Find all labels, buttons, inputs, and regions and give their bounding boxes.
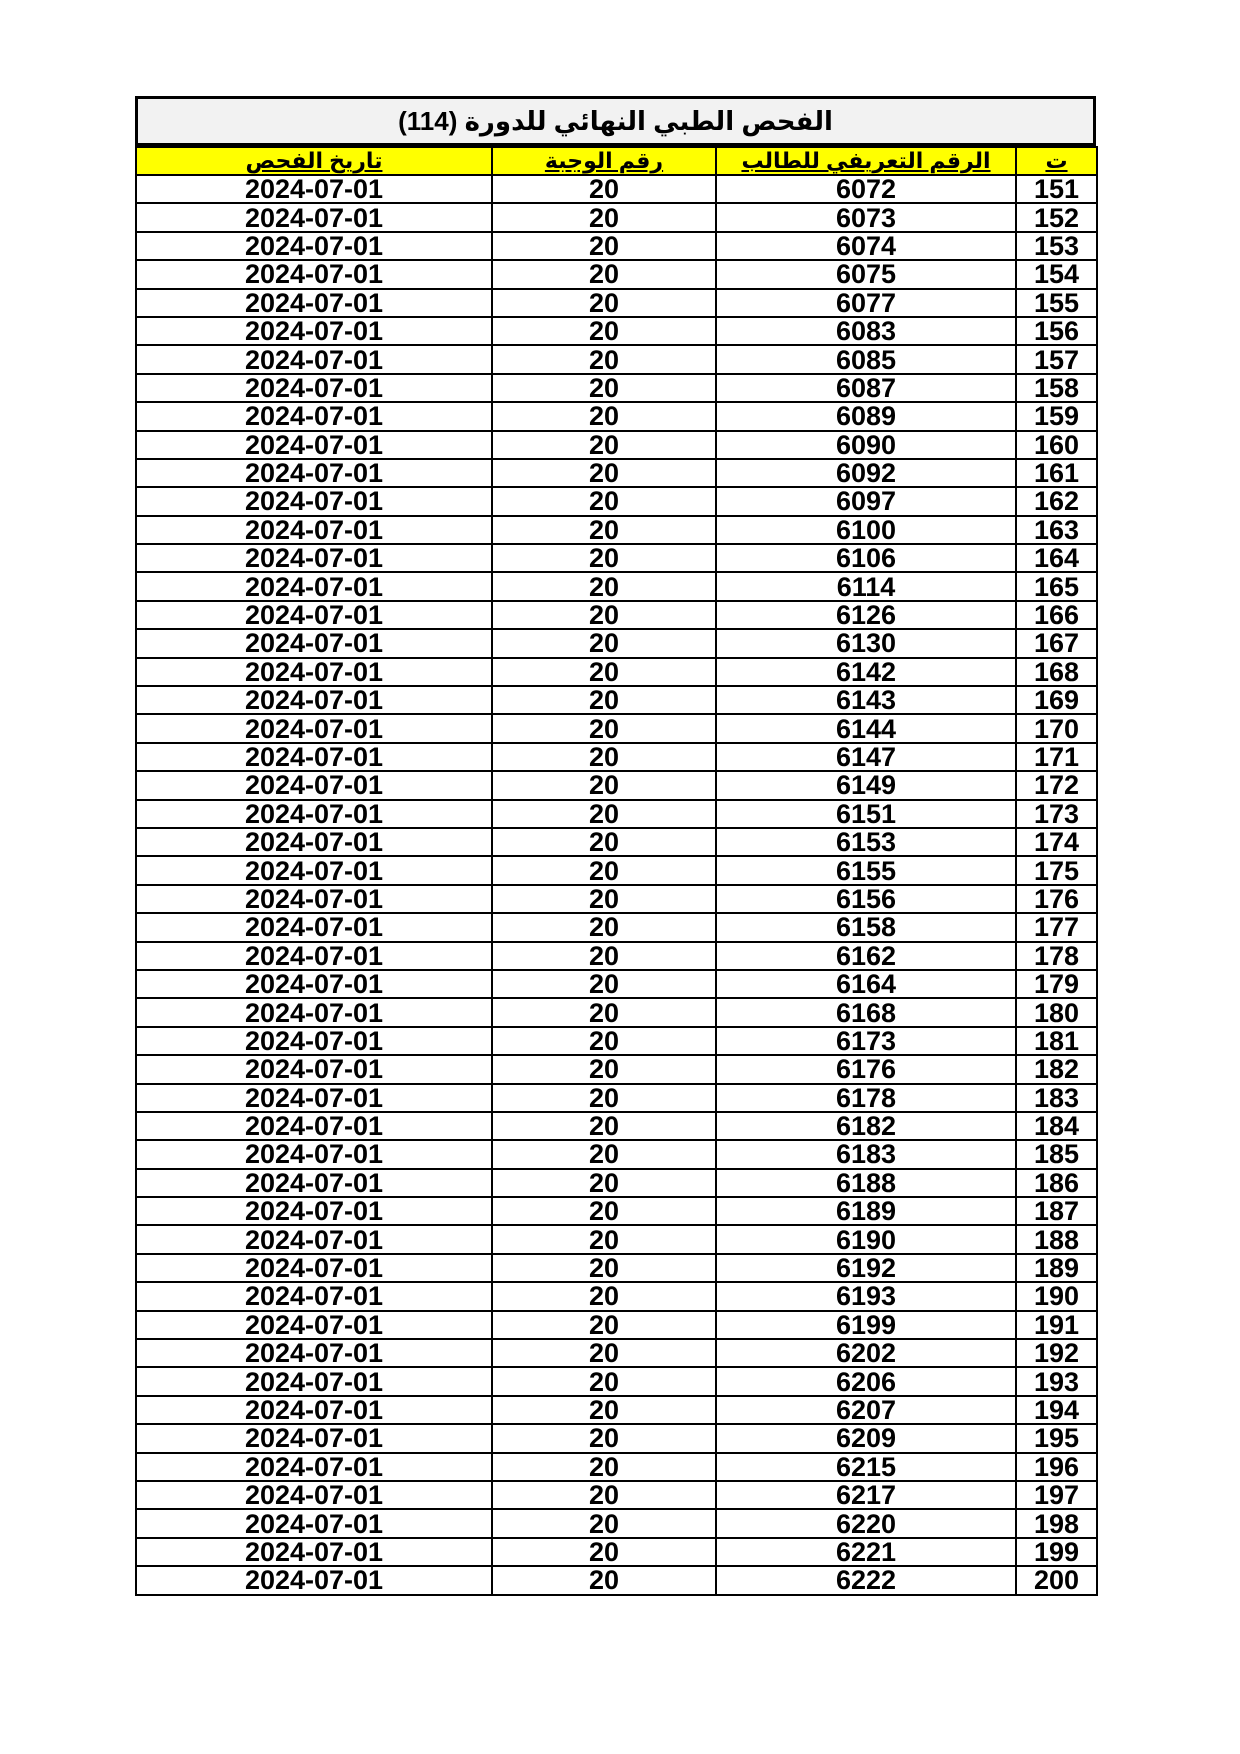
row-meal-number: 20 [492,800,716,828]
row-index: 160 [1016,431,1097,459]
table-row [136,402,1097,430]
row-index: 153 [1016,232,1097,260]
row-index: 190 [1016,1282,1097,1310]
row-student-id: 6189 [716,1197,1016,1225]
row-meal-number: 20 [492,743,716,771]
row-student-id: 6199 [716,1311,1016,1339]
table-row [136,601,1097,629]
row-exam-date: 2024-07-01 [136,942,492,970]
table-row [136,942,1097,970]
row-student-id: 6083 [716,317,1016,345]
table-row [136,1481,1097,1509]
row-meal-number: 20 [492,629,716,657]
table-row [136,629,1097,657]
row-exam-date: 2024-07-01 [136,828,492,856]
row-exam-date: 2024-07-01 [136,374,492,402]
row-meal-number: 20 [492,942,716,970]
row-student-id: 6193 [716,1282,1016,1310]
table-row [136,1140,1097,1168]
row-student-id: 6162 [716,942,1016,970]
row-meal-number: 20 [492,203,716,231]
row-index: 189 [1016,1254,1097,1282]
row-index: 194 [1016,1396,1097,1424]
row-index: 173 [1016,800,1097,828]
row-exam-date: 2024-07-01 [136,1566,492,1594]
table-row [136,544,1097,572]
table-row [136,1367,1097,1395]
table-row [136,232,1097,260]
row-index: 191 [1016,1311,1097,1339]
row-exam-date: 2024-07-01 [136,856,492,884]
row-exam-date: 2024-07-01 [136,544,492,572]
row-student-id: 6188 [716,1169,1016,1197]
header-student-id: الرقم التعريفي للطالب [716,147,1016,175]
table-row [136,1197,1097,1225]
row-meal-number: 20 [492,1027,716,1055]
row-meal-number: 20 [492,856,716,884]
row-student-id: 6190 [716,1225,1016,1253]
row-meal-number: 20 [492,175,716,203]
row-exam-date: 2024-07-01 [136,402,492,430]
row-exam-date: 2024-07-01 [136,1084,492,1112]
row-exam-date: 2024-07-01 [136,629,492,657]
row-exam-date: 2024-07-01 [136,998,492,1026]
table-row [136,1055,1097,1083]
row-meal-number: 20 [492,1339,716,1367]
row-student-id: 6183 [716,1140,1016,1168]
row-index: 200 [1016,1566,1097,1594]
table-row [136,771,1097,799]
row-index: 187 [1016,1197,1097,1225]
row-student-id: 6207 [716,1396,1016,1424]
row-index: 174 [1016,828,1097,856]
row-index: 195 [1016,1424,1097,1452]
row-meal-number: 20 [492,232,716,260]
row-meal-number: 20 [492,402,716,430]
table-row [136,1084,1097,1112]
row-student-id: 6158 [716,913,1016,941]
row-meal-number: 20 [492,317,716,345]
row-student-id: 6130 [716,629,1016,657]
row-meal-number: 20 [492,970,716,998]
row-exam-date: 2024-07-01 [136,1538,492,1566]
row-student-id: 6092 [716,459,1016,487]
header-meal-number: رقم الوجبة [492,147,716,175]
table-row [136,714,1097,742]
row-exam-date: 2024-07-01 [136,743,492,771]
row-exam-date: 2024-07-01 [136,1453,492,1481]
row-meal-number: 20 [492,1197,716,1225]
row-student-id: 6073 [716,203,1016,231]
table-row [136,743,1097,771]
row-index: 155 [1016,289,1097,317]
table-row [136,1027,1097,1055]
row-student-id: 6144 [716,714,1016,742]
row-student-id: 6217 [716,1481,1016,1509]
row-meal-number: 20 [492,1140,716,1168]
row-exam-date: 2024-07-01 [136,1367,492,1395]
table-row [136,1396,1097,1424]
table-row [136,1509,1097,1537]
row-exam-date: 2024-07-01 [136,1481,492,1509]
row-meal-number: 20 [492,658,716,686]
row-exam-date: 2024-07-01 [136,1339,492,1367]
table-row [136,1339,1097,1367]
row-index: 169 [1016,686,1097,714]
results-table [135,146,1098,1596]
row-student-id: 6143 [716,686,1016,714]
table-row [136,998,1097,1026]
row-index: 168 [1016,658,1097,686]
row-meal-number: 20 [492,374,716,402]
row-exam-date: 2024-07-01 [136,1027,492,1055]
row-meal-number: 20 [492,1084,716,1112]
row-index: 186 [1016,1169,1097,1197]
row-student-id: 6147 [716,743,1016,771]
table-row [136,1254,1097,1282]
table-row [136,1225,1097,1253]
row-exam-date: 2024-07-01 [136,714,492,742]
row-index: 176 [1016,885,1097,913]
row-index: 182 [1016,1055,1097,1083]
row-meal-number: 20 [492,487,716,515]
table-row [136,1566,1097,1594]
row-student-id: 6153 [716,828,1016,856]
row-student-id: 6126 [716,601,1016,629]
row-exam-date: 2024-07-01 [136,1169,492,1197]
row-student-id: 6089 [716,402,1016,430]
row-index: 171 [1016,743,1097,771]
row-meal-number: 20 [492,1254,716,1282]
sheet-title: الفحص الطبي النهائي للدورة (114) [135,96,1096,146]
row-student-id: 6168 [716,998,1016,1026]
row-index: 184 [1016,1112,1097,1140]
table-row [136,431,1097,459]
row-index: 192 [1016,1339,1097,1367]
row-exam-date: 2024-07-01 [136,658,492,686]
row-exam-date: 2024-07-01 [136,345,492,373]
row-student-id: 6215 [716,1453,1016,1481]
row-meal-number: 20 [492,345,716,373]
table-row [136,828,1097,856]
row-meal-number: 20 [492,686,716,714]
row-index: 198 [1016,1509,1097,1537]
row-exam-date: 2024-07-01 [136,1396,492,1424]
row-student-id: 6221 [716,1538,1016,1566]
row-exam-date: 2024-07-01 [136,800,492,828]
row-exam-date: 2024-07-01 [136,1225,492,1253]
row-meal-number: 20 [492,1396,716,1424]
row-student-id: 6077 [716,289,1016,317]
row-student-id: 6156 [716,885,1016,913]
row-index: 152 [1016,203,1097,231]
row-student-id: 6149 [716,771,1016,799]
row-meal-number: 20 [492,1225,716,1253]
row-exam-date: 2024-07-01 [136,1509,492,1537]
row-student-id: 6209 [716,1424,1016,1452]
row-exam-date: 2024-07-01 [136,686,492,714]
table-row [136,885,1097,913]
row-student-id: 6206 [716,1367,1016,1395]
row-index: 180 [1016,998,1097,1026]
table-row [136,516,1097,544]
row-meal-number: 20 [492,1169,716,1197]
row-index: 162 [1016,487,1097,515]
table-row [136,487,1097,515]
row-student-id: 6178 [716,1084,1016,1112]
row-index: 154 [1016,260,1097,288]
header-index: ت [1016,147,1097,175]
row-meal-number: 20 [492,1481,716,1509]
row-meal-number: 20 [492,459,716,487]
row-exam-date: 2024-07-01 [136,771,492,799]
table-row [136,1538,1097,1566]
row-index: 185 [1016,1140,1097,1168]
row-index: 181 [1016,1027,1097,1055]
row-student-id: 6202 [716,1339,1016,1367]
row-index: 170 [1016,714,1097,742]
row-index: 172 [1016,771,1097,799]
row-student-id: 6106 [716,544,1016,572]
row-index: 166 [1016,601,1097,629]
table-row [136,374,1097,402]
row-meal-number: 20 [492,1424,716,1452]
row-index: 188 [1016,1225,1097,1253]
row-index: 164 [1016,544,1097,572]
row-exam-date: 2024-07-01 [136,1140,492,1168]
table-row [136,800,1097,828]
row-meal-number: 20 [492,885,716,913]
table-row [136,175,1097,203]
row-meal-number: 20 [492,998,716,1026]
row-student-id: 6164 [716,970,1016,998]
row-meal-number: 20 [492,1311,716,1339]
row-exam-date: 2024-07-01 [136,317,492,345]
row-meal-number: 20 [492,572,716,600]
exam-sheet [135,96,1096,1596]
row-meal-number: 20 [492,289,716,317]
row-index: 199 [1016,1538,1097,1566]
row-meal-number: 20 [492,1367,716,1395]
row-student-id: 6182 [716,1112,1016,1140]
row-meal-number: 20 [492,1509,716,1537]
row-meal-number: 20 [492,1055,716,1083]
table-row [136,1169,1097,1197]
row-index: 175 [1016,856,1097,884]
row-student-id: 6220 [716,1509,1016,1537]
row-index: 156 [1016,317,1097,345]
row-meal-number: 20 [492,1282,716,1310]
row-student-id: 6142 [716,658,1016,686]
row-student-id: 6176 [716,1055,1016,1083]
row-student-id: 6085 [716,345,1016,373]
row-meal-number: 20 [492,828,716,856]
table-row [136,1311,1097,1339]
row-exam-date: 2024-07-01 [136,260,492,288]
table-row [136,203,1097,231]
row-index: 158 [1016,374,1097,402]
row-student-id: 6222 [716,1566,1016,1594]
row-index: 163 [1016,516,1097,544]
row-index: 157 [1016,345,1097,373]
row-meal-number: 20 [492,516,716,544]
row-exam-date: 2024-07-01 [136,601,492,629]
row-student-id: 6087 [716,374,1016,402]
row-student-id: 6192 [716,1254,1016,1282]
row-exam-date: 2024-07-01 [136,1055,492,1083]
row-student-id: 6114 [716,572,1016,600]
row-meal-number: 20 [492,431,716,459]
row-index: 165 [1016,572,1097,600]
row-index: 193 [1016,1367,1097,1395]
row-index: 159 [1016,402,1097,430]
row-exam-date: 2024-07-01 [136,487,492,515]
row-meal-number: 20 [492,913,716,941]
row-index: 178 [1016,942,1097,970]
row-exam-date: 2024-07-01 [136,289,492,317]
table-row [136,260,1097,288]
row-student-id: 6173 [716,1027,1016,1055]
row-exam-date: 2024-07-01 [136,885,492,913]
row-exam-date: 2024-07-01 [136,1254,492,1282]
row-exam-date: 2024-07-01 [136,1112,492,1140]
table-body [136,175,1097,1595]
row-exam-date: 2024-07-01 [136,970,492,998]
row-meal-number: 20 [492,1453,716,1481]
row-student-id: 6090 [716,431,1016,459]
table-row [136,686,1097,714]
row-meal-number: 20 [492,601,716,629]
row-student-id: 6100 [716,516,1016,544]
row-exam-date: 2024-07-01 [136,232,492,260]
table-row [136,1112,1097,1140]
row-student-id: 6155 [716,856,1016,884]
row-student-id: 6151 [716,800,1016,828]
row-meal-number: 20 [492,714,716,742]
table-row [136,1453,1097,1481]
table-row [136,856,1097,884]
row-meal-number: 20 [492,1112,716,1140]
table-row [136,345,1097,373]
row-exam-date: 2024-07-01 [136,1282,492,1310]
table-row [136,913,1097,941]
row-meal-number: 20 [492,771,716,799]
table-row [136,289,1097,317]
row-exam-date: 2024-07-01 [136,1424,492,1452]
row-student-id: 6097 [716,487,1016,515]
table-row [136,317,1097,345]
row-index: 197 [1016,1481,1097,1509]
table-row [136,459,1097,487]
row-index: 161 [1016,459,1097,487]
table-row [136,1282,1097,1310]
row-exam-date: 2024-07-01 [136,459,492,487]
table-row [136,572,1097,600]
table-row [136,1424,1097,1452]
row-student-id: 6072 [716,175,1016,203]
table-row [136,970,1097,998]
row-index: 183 [1016,1084,1097,1112]
row-exam-date: 2024-07-01 [136,1197,492,1225]
row-index: 167 [1016,629,1097,657]
row-meal-number: 20 [492,260,716,288]
row-index: 179 [1016,970,1097,998]
row-exam-date: 2024-07-01 [136,175,492,203]
row-meal-number: 20 [492,544,716,572]
row-exam-date: 2024-07-01 [136,572,492,600]
header-row [136,147,1097,175]
row-index: 177 [1016,913,1097,941]
row-index: 151 [1016,175,1097,203]
row-exam-date: 2024-07-01 [136,203,492,231]
row-meal-number: 20 [492,1566,716,1594]
row-exam-date: 2024-07-01 [136,431,492,459]
header-exam-date: تاريخ الفحص [136,147,492,175]
row-exam-date: 2024-07-01 [136,913,492,941]
row-exam-date: 2024-07-01 [136,516,492,544]
row-student-id: 6074 [716,232,1016,260]
row-index: 196 [1016,1453,1097,1481]
row-student-id: 6075 [716,260,1016,288]
row-meal-number: 20 [492,1538,716,1566]
row-exam-date: 2024-07-01 [136,1311,492,1339]
table-row [136,658,1097,686]
